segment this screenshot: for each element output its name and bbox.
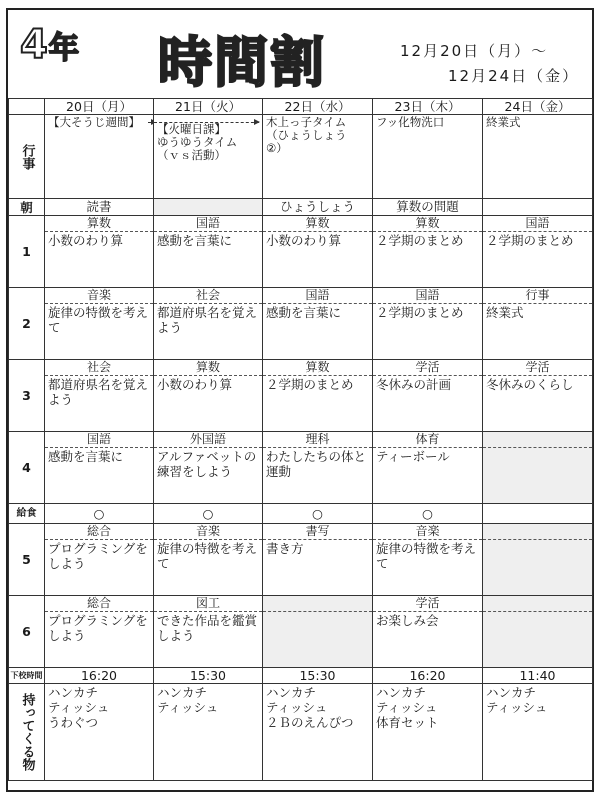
- lesson-cell: [483, 360, 593, 432]
- dismissal-time: 15:30: [154, 668, 263, 684]
- grade-number: 4: [20, 22, 49, 68]
- lesson-cell: [45, 596, 154, 668]
- morning-label: 朝: [9, 199, 45, 216]
- lesson-cell: [263, 360, 373, 432]
- bring-items: ハンカチ ティッシュ: [486, 685, 548, 715]
- lesson-cell: [373, 524, 483, 596]
- subject: 学活: [373, 596, 482, 612]
- bring-cell: [45, 684, 154, 781]
- subject: [483, 596, 592, 612]
- dismissal-time: 15:30: [263, 668, 373, 684]
- subject: 国語: [483, 216, 592, 232]
- events-row: [9, 115, 593, 199]
- lunch-mark: ○: [154, 504, 263, 524]
- bring-cell: [483, 684, 593, 781]
- lesson-cell: [373, 596, 483, 668]
- corner-cell: [9, 99, 45, 115]
- lesson-cell: [483, 288, 593, 360]
- lesson-cell: [263, 432, 373, 504]
- bring-cell: [154, 684, 263, 781]
- header: [8, 10, 592, 99]
- lunch-label: 給食: [9, 504, 45, 524]
- lesson-cell: [45, 524, 154, 596]
- subject: 国語: [154, 216, 262, 232]
- lesson-content: プログラミングをしよう: [48, 613, 148, 643]
- period-row-5: [9, 524, 593, 596]
- lesson-cell: [154, 288, 263, 360]
- period-label: 5: [9, 524, 45, 596]
- morning-cell: 算数の問題: [373, 199, 483, 216]
- subject: 算数: [263, 360, 372, 376]
- morning-cell: [154, 199, 263, 216]
- lesson-cell: [373, 216, 483, 288]
- lesson-cell: [154, 524, 263, 596]
- lunch-mark: ○: [45, 504, 154, 524]
- period-label: 6: [9, 596, 45, 668]
- lesson-cell: [373, 288, 483, 360]
- dismissal-time: 16:20: [45, 668, 154, 684]
- subject: 国語: [45, 432, 153, 448]
- bring-items: ハンカチ ティッシュ ２Ｂのえんぴつ: [266, 685, 354, 730]
- subject: 行事: [483, 288, 592, 304]
- lesson-cell: [45, 216, 154, 288]
- events-label: 行事: [19, 143, 35, 170]
- empty-lesson-cell: [483, 596, 593, 668]
- grade-label: [20, 22, 80, 68]
- lesson-content: プログラミングをしよう: [48, 541, 148, 571]
- bring-row: [9, 684, 593, 781]
- lesson-cell: [263, 288, 373, 360]
- bring-cell: [373, 684, 483, 781]
- lesson-cell: [263, 216, 373, 288]
- morning-cell: 読書: [45, 199, 154, 216]
- day-header: 20日（月）: [45, 99, 154, 115]
- event-cell: [154, 115, 263, 199]
- lunch-mark: ○: [373, 504, 483, 524]
- day-header: 22日（水）: [263, 99, 373, 115]
- period-label: 4: [9, 432, 45, 504]
- bring-items: ハンカチ ティッシュ: [157, 685, 219, 715]
- lesson-content: 都道府県名を覚えよう: [157, 305, 258, 335]
- event-text: 【火曜日課】 ゆうゆうタイム （ｖｓ活動）: [157, 122, 238, 162]
- subject: [263, 596, 372, 612]
- subject: 理科: [263, 432, 372, 448]
- lesson-content: 小数のわり算: [48, 233, 124, 248]
- bring-cell: [263, 684, 373, 781]
- lunch-mark: [483, 504, 593, 524]
- lesson-content: できた作品を鑑賞しよう: [157, 613, 258, 643]
- lesson-content: お楽しみ会: [376, 613, 439, 628]
- subject: 総合: [45, 524, 153, 540]
- empty-lesson-cell: [263, 596, 373, 668]
- bring-items: ハンカチ ティッシュ うわぐつ: [48, 685, 110, 730]
- subject: 社会: [154, 288, 262, 304]
- lesson-cell: [373, 432, 483, 504]
- event-text: 木上っ子タイム （ひょうしょう ②）: [266, 115, 347, 155]
- subject: [483, 524, 592, 540]
- lesson-content: 小数のわり算: [266, 233, 342, 248]
- lesson-content: 冬休みの計画: [376, 377, 452, 392]
- event-cell: [373, 115, 483, 199]
- lesson-cell: [45, 288, 154, 360]
- dismissal-row: [9, 668, 593, 684]
- period-row-4: [9, 432, 593, 504]
- lesson-cell: [45, 432, 154, 504]
- events-label-cell: [9, 115, 45, 199]
- empty-lesson-cell: [483, 432, 593, 504]
- lesson-content: 冬休みのくらし: [486, 377, 574, 392]
- subject: 音楽: [45, 288, 153, 304]
- subject: [483, 432, 592, 448]
- day-header: 24日（金）: [483, 99, 593, 115]
- lesson-cell: [483, 216, 593, 288]
- lesson-cell: [263, 524, 373, 596]
- lesson-cell: [154, 216, 263, 288]
- morning-cell: ひょうしょう: [263, 199, 373, 216]
- subject: 音楽: [154, 524, 262, 540]
- period-row-1: [9, 216, 593, 288]
- period-label: 3: [9, 360, 45, 432]
- subject: 国語: [373, 288, 482, 304]
- period-row-2: [9, 288, 593, 360]
- subject: 算数: [373, 216, 482, 232]
- event-cell: [45, 115, 154, 199]
- lesson-content: 都道府県名を覚えよう: [48, 377, 149, 407]
- bring-items: ハンカチ ティッシュ 体育セット: [376, 685, 439, 730]
- event-cell: [263, 115, 373, 199]
- subject: 学活: [483, 360, 592, 376]
- lesson-content: ２学期のまとめ: [376, 233, 464, 248]
- day-header-row: [9, 99, 593, 115]
- subject: 総合: [45, 596, 153, 612]
- empty-lesson-cell: [483, 524, 593, 596]
- event-cell: [483, 115, 593, 199]
- lesson-cell: [154, 360, 263, 432]
- subject: 算数: [45, 216, 153, 232]
- lesson-content: 旋律の特徴を考えて: [48, 305, 149, 335]
- lesson-content: アルファベットの練習をしよう: [157, 449, 257, 479]
- subject: 音楽: [373, 524, 482, 540]
- timetable: [8, 98, 593, 781]
- lesson-cell: [45, 360, 154, 432]
- period-row-6: [9, 596, 593, 668]
- subject: 国語: [263, 288, 372, 304]
- lesson-cell: [154, 596, 263, 668]
- subject: 外国語: [154, 432, 262, 448]
- lesson-content: 感動を言葉に: [266, 305, 342, 320]
- lesson-content: 旋律の特徴を考えて: [157, 541, 258, 571]
- bring-label-cell: [9, 684, 45, 781]
- event-text: 【大そうじ週間】: [48, 115, 140, 129]
- morning-row: [9, 199, 593, 216]
- lesson-content: ティーボール: [376, 449, 450, 464]
- lesson-content: 感動を言葉に: [48, 449, 124, 464]
- period-row-3: [9, 360, 593, 432]
- arrow-icon: [154, 122, 259, 123]
- lesson-content: 終業式: [486, 305, 524, 320]
- date-to: 12月24日（金）: [448, 67, 580, 85]
- subject: 算数: [263, 216, 372, 232]
- subject: 図工: [154, 596, 262, 612]
- grade-suffix: 年: [48, 31, 80, 66]
- event-text: 終業式: [486, 115, 521, 129]
- lesson-content: わたしたちの体と運動: [266, 449, 367, 479]
- dismissal-label: 下校時間: [9, 668, 45, 684]
- day-header: 21日（火）: [154, 99, 263, 115]
- lesson-cell: [154, 432, 263, 504]
- lesson-content: 書き方: [266, 541, 304, 556]
- subject: 算数: [154, 360, 262, 376]
- bring-label: 持ってくる物: [19, 693, 35, 771]
- event-text: フッ化物洗口: [376, 115, 445, 129]
- lunch-row: [9, 504, 593, 524]
- day-header: 23日（木）: [373, 99, 483, 115]
- subject: 書写: [263, 524, 372, 540]
- dismissal-time: 11:40: [483, 668, 593, 684]
- lesson-content: ２学期のまとめ: [486, 233, 574, 248]
- subject: 社会: [45, 360, 153, 376]
- lesson-cell: [373, 360, 483, 432]
- period-label: 1: [9, 216, 45, 288]
- page-title: 時間割: [158, 31, 326, 94]
- lesson-content: 旋律の特徴を考えて: [376, 541, 477, 571]
- dismissal-time: 16:20: [373, 668, 483, 684]
- lesson-content: 感動を言葉に: [157, 233, 233, 248]
- subject: 体育: [373, 432, 482, 448]
- morning-cell: [483, 199, 593, 216]
- period-label: 2: [9, 288, 45, 360]
- subject: 学活: [373, 360, 482, 376]
- timetable-sheet: [6, 8, 594, 792]
- date-from: 12月20日（月）～: [400, 42, 549, 60]
- lesson-content: ２学期のまとめ: [266, 377, 354, 392]
- lunch-mark: ○: [263, 504, 373, 524]
- lesson-content: 小数のわり算: [157, 377, 233, 392]
- lesson-content: ２学期のまとめ: [376, 305, 464, 320]
